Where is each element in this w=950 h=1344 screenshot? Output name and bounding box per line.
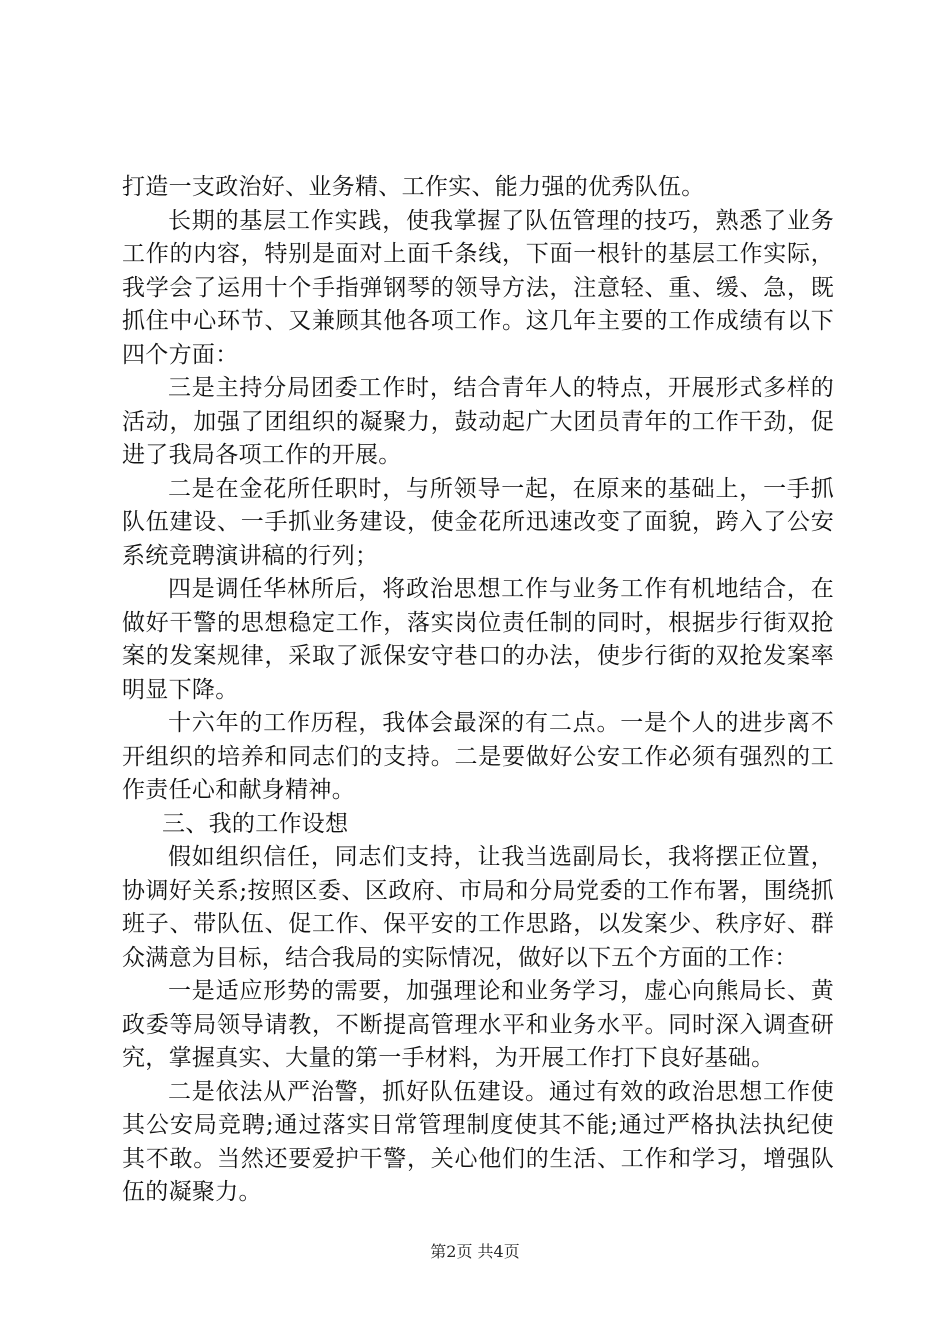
paragraph-achievement-three: 三是主持分局团委工作时，结合青年人的特点，开展形式多样的活动，加强了团组织的凝聚力，鼓动起广大团员青年的工作干劲，促进了我局各项工作的开展。 [122,375,834,468]
document-body [122,171,834,1210]
paragraph-work-practice: 长期的基层工作实践，使我掌握了队伍管理的技巧，熟悉了业务工作的内容，特别是面对上面千条线，下面一根针的基层工作实际，我学会了运用十个手指弹钢琴的领导方法，注意轻、重、缓、急，既抓住中心环节、又兼顾其他各项工作。这几年主要的工作成绩有以下四个方面： [122,207,834,368]
page-footer: 第2页 共4页 [430,1242,520,1261]
paragraph-plan-two: 二是依法从严治警，抓好队伍建设。通过有效的政治思想工作使其公安局竞聘;通过落实日常管理制度使其不能;通过严格执法执纪使其不敢。当然还要爱护干警，关心他们的生活、工作和学习，增强队伍的凝聚力。 [122,1078,834,1205]
paragraph-plan-one: 一是适应形势的需要，加强理论和业务学习，虚心向熊局长、黄政委等局领导请教，不断提高管理水平和业务水平。同时深入调查研究，掌握真实、大量的第一手材料，为开展工作打下良好基础。 [122,978,834,1071]
paragraph-achievement-four: 四是调任华林所后，将政治思想工作与业务工作有机地结合，在做好干警的思想稳定工作，落实岗位责任制的同时，根据步行街双抢案的发案规律，采取了派保安守巷口的办法，使步行街的双抢发案率明显下降。 [122,576,834,703]
paragraph-continuation: 打造一支政治好、业务精、工作实、能力强的优秀队伍。 [122,174,705,200]
paragraph-achievement-two: 二是在金花所任职时，与所领导一起，在原来的基础上，一手抓队伍建设、一手抓业务建设，使金花所迅速改变了面貌，跨入了公安系统竞聘演讲稿的行列； [122,475,834,569]
section-heading: 三、我的工作设想 [162,810,349,837]
paragraph-experience: 十六年的工作历程，我体会最深的有二点。一是个人的进步离不开组织的培养和同志们的支持。二是要做好公安工作必须有强烈的工作责任心和献身精神。 [122,710,834,803]
paragraph-work-plan: 假如组织信任，同志们支持，让我当选副局长，我将摆正位置，协调好关系;按照区委、区政府、市局和分局党委的工作布署，围绕抓班子、带队伍、促工作、保平安的工作思路，以发案少、秩序好、群众满意为目标，结合我局的实际情况，做好以下五个方面的工作： [122,844,834,971]
